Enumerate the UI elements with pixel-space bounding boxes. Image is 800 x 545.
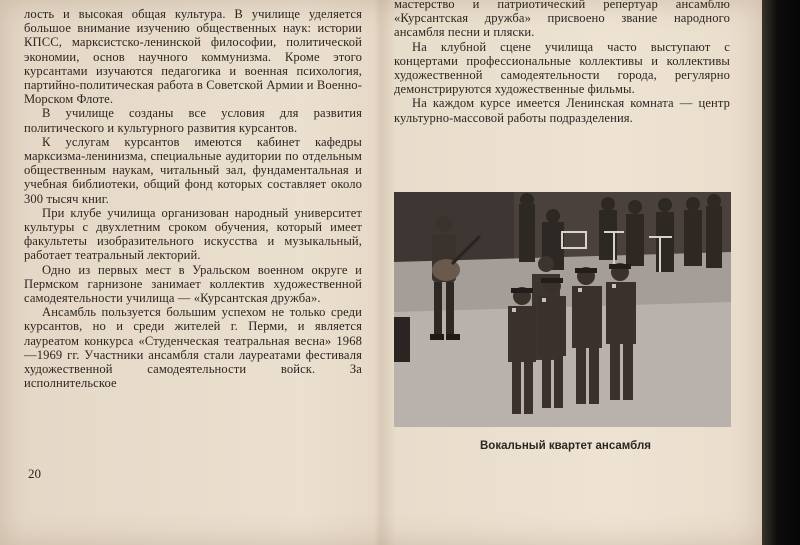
paragraph: В училище созданы все условия для развития политического и культурного развития курсантов. [24,106,362,135]
ensemble-photo [394,192,731,427]
paragraph: При клубе училища организован народный университет культуры с двухлетним сроком обучения, который имеет факультеты изобразительного искусства и музыкальный, работает театральный лекторий. [24,205,362,263]
paragraph: лость и высокая общая культура. В училище уделяется большое внимание изучению общественных наук: истории КПСС, марксистско-ленинской философии, политической экономии, основ научного коммунизма. Кроме этого курсантами изучаются педагогика и военная психология, партийно-политическая работа в Советской Армии и Военно-Морском Флоте. [24,7,362,107]
right-column [394,0,730,125]
photo-caption: Вокальный квартет ансамбля [480,440,651,452]
paragraph: На каждом курсе имеется Ленинская комната — центр культурно-массовой работы подразделения. [394,96,730,125]
page-number: 20 [28,466,41,481]
paragraph: Одно из первых мест в Уральском военном округе и Пермском гарнизоне занимает коллектив художественной самодеятельности училища — «Курсантская дружба». [24,262,362,306]
paragraph: Ансамбль пользуется большим успехом не только среди курсантов, но и среди жителей г. Перми, и является лауреатом конкурса «Студенческая театральная весна» 1968—1969 гг. Участники ансамбля стали лауреатами фестиваля художественной самодеятельности войск. За исполнительское [24,305,362,391]
stage-illustration [394,192,731,427]
paragraph: мастерство и патриотический репертуар ансамблю «Курсантская дружба» присвоено звание народного ансамбля песни и пляски. [394,0,730,40]
paragraph: К услугам курсантов имеются кабинет кафедры марксизма-ленинизма, специальные аудитории по отдельным общественным наукам, читальный зал, фундаментальная и учебная библиотеки, общий фонд которых составляет около 300 тысяч книг. [24,134,362,206]
left-column [24,7,362,390]
scan-edge [762,0,800,545]
paragraph: На клубной сцене училища часто выступают с концертами профессиональные коллективы и коллективы художественной самодеятельности города, регулярно демонстрируются художественные фильмы. [394,39,730,97]
